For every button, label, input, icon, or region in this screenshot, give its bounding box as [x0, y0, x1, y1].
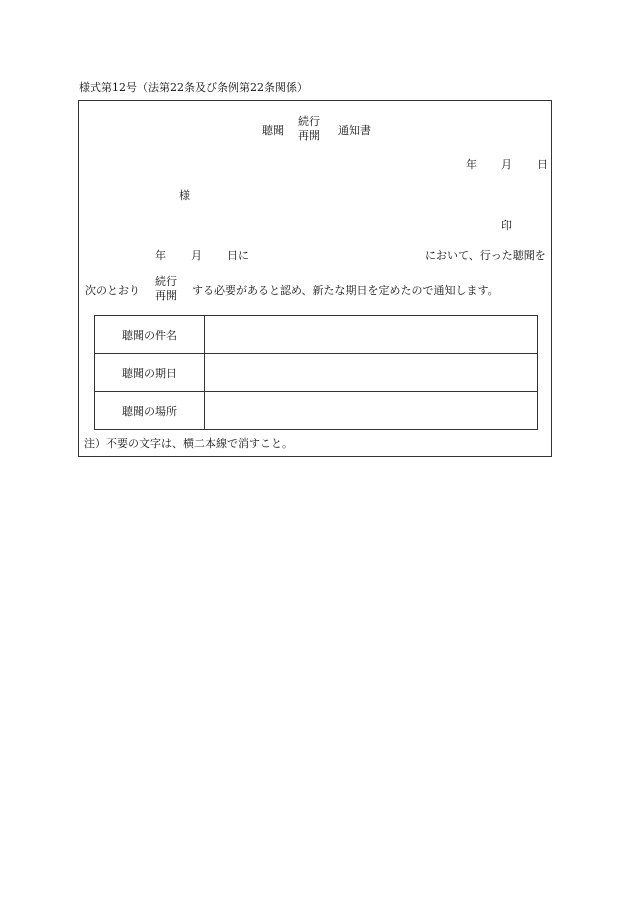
table-row [95, 316, 538, 354]
hearing-details-table [94, 315, 538, 430]
row-label-date: 聴聞の期日 [95, 354, 205, 392]
date-year-label: 年 [466, 158, 477, 171]
title-alt-resume: 再開 [298, 129, 320, 142]
footnote: 注）不要の文字は、横二本線で消すこと。 [84, 437, 293, 450]
title-word-notice: 通知書 [338, 124, 371, 137]
body-line2-prefix: 次のとおり [85, 284, 140, 297]
title-word-hearing: 聴聞 [262, 124, 284, 137]
row-value-case[interactable] [205, 316, 538, 354]
body-line2-rest: する必要があると認め、新たな期日を定めたので通知します。 [192, 284, 499, 297]
addressee-honorific: 様 [179, 189, 190, 202]
seal-mark: 印 [501, 219, 512, 232]
body-year-label: 年 [155, 249, 166, 262]
row-value-place[interactable] [205, 392, 538, 430]
date-day-label: 日 [537, 158, 548, 171]
body-line1-rest: において、行った聴聞を [425, 249, 546, 262]
title-alternatives [298, 115, 320, 143]
body-day-label: 日に [227, 249, 249, 262]
date-month-label: 月 [501, 158, 512, 171]
form-number-heading: 様式第12号（法第22条及び条例第22条関係） [79, 81, 308, 94]
row-label-case: 聴聞の件名 [95, 316, 205, 354]
body-alt-continue: 続行 [155, 275, 177, 288]
row-value-date[interactable] [205, 354, 538, 392]
row-label-place: 聴聞の場所 [95, 392, 205, 430]
title-alt-continue: 続行 [298, 115, 320, 128]
body-month-label: 月 [191, 249, 202, 262]
body-line2-alternatives [155, 275, 177, 303]
body-alt-resume: 再開 [155, 289, 177, 302]
table-row [95, 392, 538, 430]
table-row [95, 354, 538, 392]
